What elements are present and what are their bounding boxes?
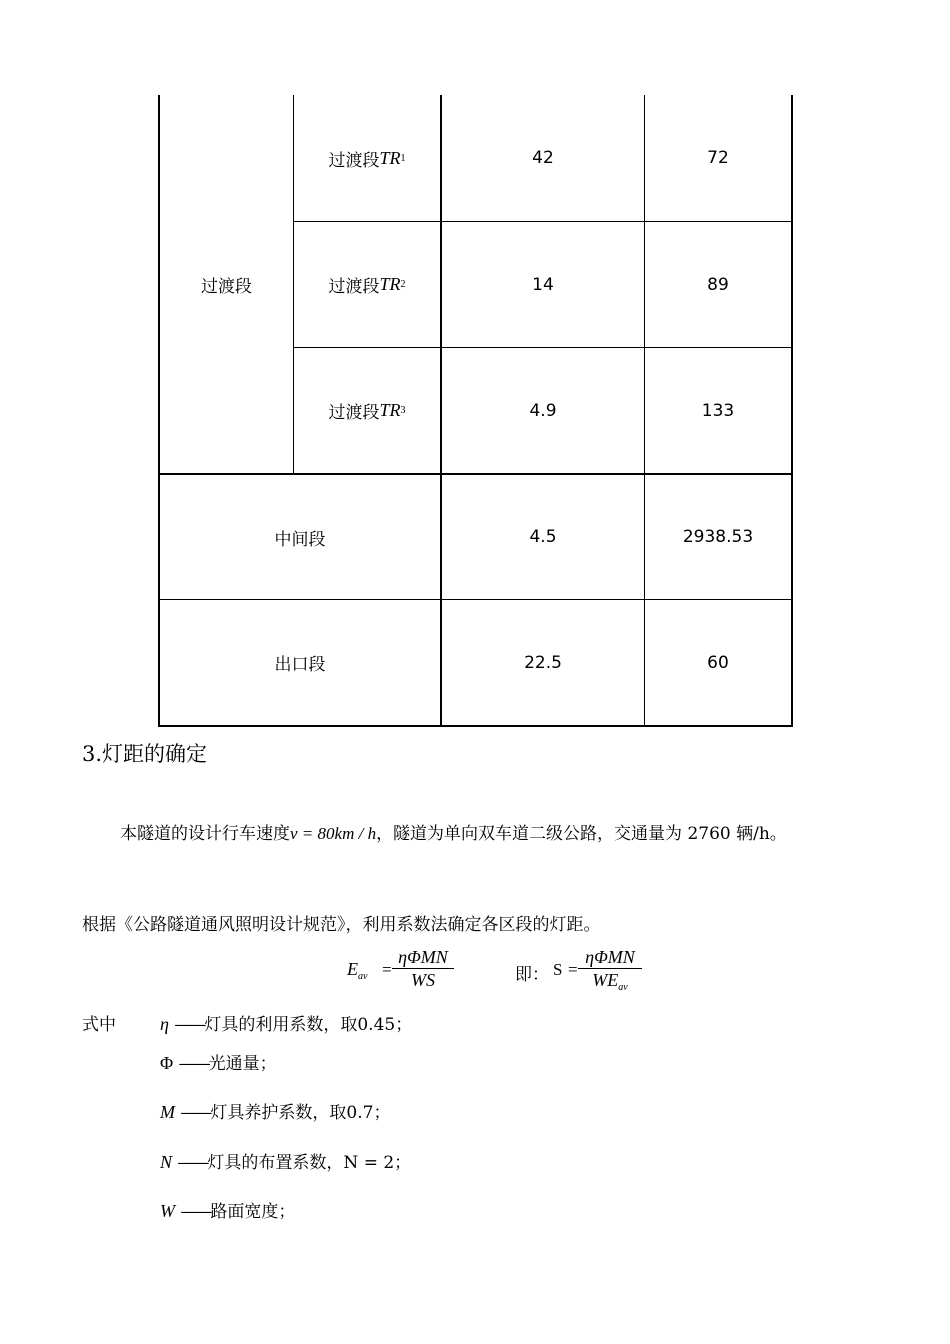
- table-cell: 89: [707, 274, 729, 295]
- def-text: 路面宽度；: [210, 1202, 296, 1222]
- def-symbol: Φ: [160, 1053, 174, 1073]
- paragraph-speed-after: ，隧道为单向双车道二级公路，交通量为 2760 辆/h。: [376, 824, 787, 844]
- eq-equals: =: [382, 960, 392, 979]
- eq2-lhs: S: [553, 960, 563, 979]
- table-cell: 42: [532, 148, 554, 168]
- table-cell: 4.5: [529, 527, 557, 547]
- def-dash: ——: [178, 1054, 209, 1074]
- eq-denominator: WS: [411, 970, 435, 990]
- eq-fraction: [392, 946, 454, 991]
- table-cell: 133: [701, 400, 735, 421]
- eq2-denominator: [592, 969, 627, 999]
- table-exit-label: 出口段: [274, 655, 326, 675]
- def-text: 光通量；: [208, 1054, 277, 1074]
- def-text: 灯具的利用系数，取0.45；: [204, 1015, 413, 1035]
- table-row-label: [294, 222, 440, 347]
- table-cell: 72: [707, 148, 729, 168]
- table-row-label: [294, 95, 440, 221]
- row-label-text: 过渡段: [328, 150, 380, 171]
- table-cell: 4.9: [529, 400, 557, 421]
- table-group-label: 过渡段: [201, 276, 252, 297]
- eq-connector: 即：: [515, 965, 549, 985]
- row-label-text: 过渡段: [328, 403, 380, 423]
- def-dash: ——: [177, 1153, 208, 1173]
- table-cell: 2938.53: [682, 527, 754, 547]
- row-label-sub: 1: [400, 152, 406, 164]
- eq-lhs-sub: av: [358, 971, 368, 982]
- eq2-equals: =: [568, 960, 578, 979]
- table-cell: 14: [532, 274, 554, 295]
- paragraph-method: 根据《公路隧道通风照明设计规范》，利用系数法确定各区段的灯距。: [82, 915, 601, 935]
- table-border-bottom: [158, 725, 793, 727]
- definition-item: [160, 1148, 411, 1173]
- row-label-sub: 2: [400, 279, 406, 290]
- def-dash: ——: [180, 1202, 211, 1222]
- paragraph-speed-before: 本隧道的设计行车速度: [120, 824, 290, 844]
- eq-lhs: [347, 959, 367, 982]
- table-row-label: [294, 348, 440, 473]
- row-label-text: 过渡段: [328, 277, 380, 297]
- definition-item: [160, 1197, 295, 1222]
- speed-formula: v = 80km / h: [290, 824, 377, 843]
- def-symbol: η: [160, 1014, 169, 1034]
- eq2-denominator-sub: av: [618, 982, 628, 993]
- section-heading: 3.灯距的确定: [82, 742, 208, 766]
- table-border-right: [791, 95, 793, 727]
- eq-numerator: ηΦMN: [398, 947, 448, 967]
- where-label: 式中: [82, 1015, 116, 1035]
- row-label-sub: 3: [400, 405, 406, 416]
- eq-lhs-symbol: E: [347, 959, 358, 979]
- eq2-denominator-symbol: WE: [592, 970, 619, 990]
- row-label-var: TR: [379, 274, 401, 294]
- def-text: 灯具的布置系数，N = 2；: [207, 1153, 412, 1173]
- def-dash: ——: [180, 1103, 211, 1123]
- definition-item: [160, 1098, 390, 1123]
- definition-item: [160, 1010, 412, 1035]
- def-symbol: W: [160, 1201, 175, 1221]
- table-middle-label: 中间段: [274, 529, 326, 550]
- definition-item: [160, 1049, 277, 1074]
- table-cell: 22.5: [524, 652, 562, 673]
- eq2-fraction: [578, 946, 642, 999]
- def-symbol: N: [160, 1152, 173, 1172]
- row-label-var: TR: [379, 400, 401, 420]
- table-cell: 60: [707, 652, 729, 673]
- def-dash: ——: [174, 1015, 205, 1035]
- paragraph-speed: [120, 819, 787, 844]
- def-text: 灯具养护系数，取0.7；: [210, 1103, 391, 1123]
- def-symbol: M: [160, 1102, 175, 1122]
- eq2-numerator: ηΦMN: [585, 947, 635, 967]
- row-label-var: TR: [379, 147, 401, 168]
